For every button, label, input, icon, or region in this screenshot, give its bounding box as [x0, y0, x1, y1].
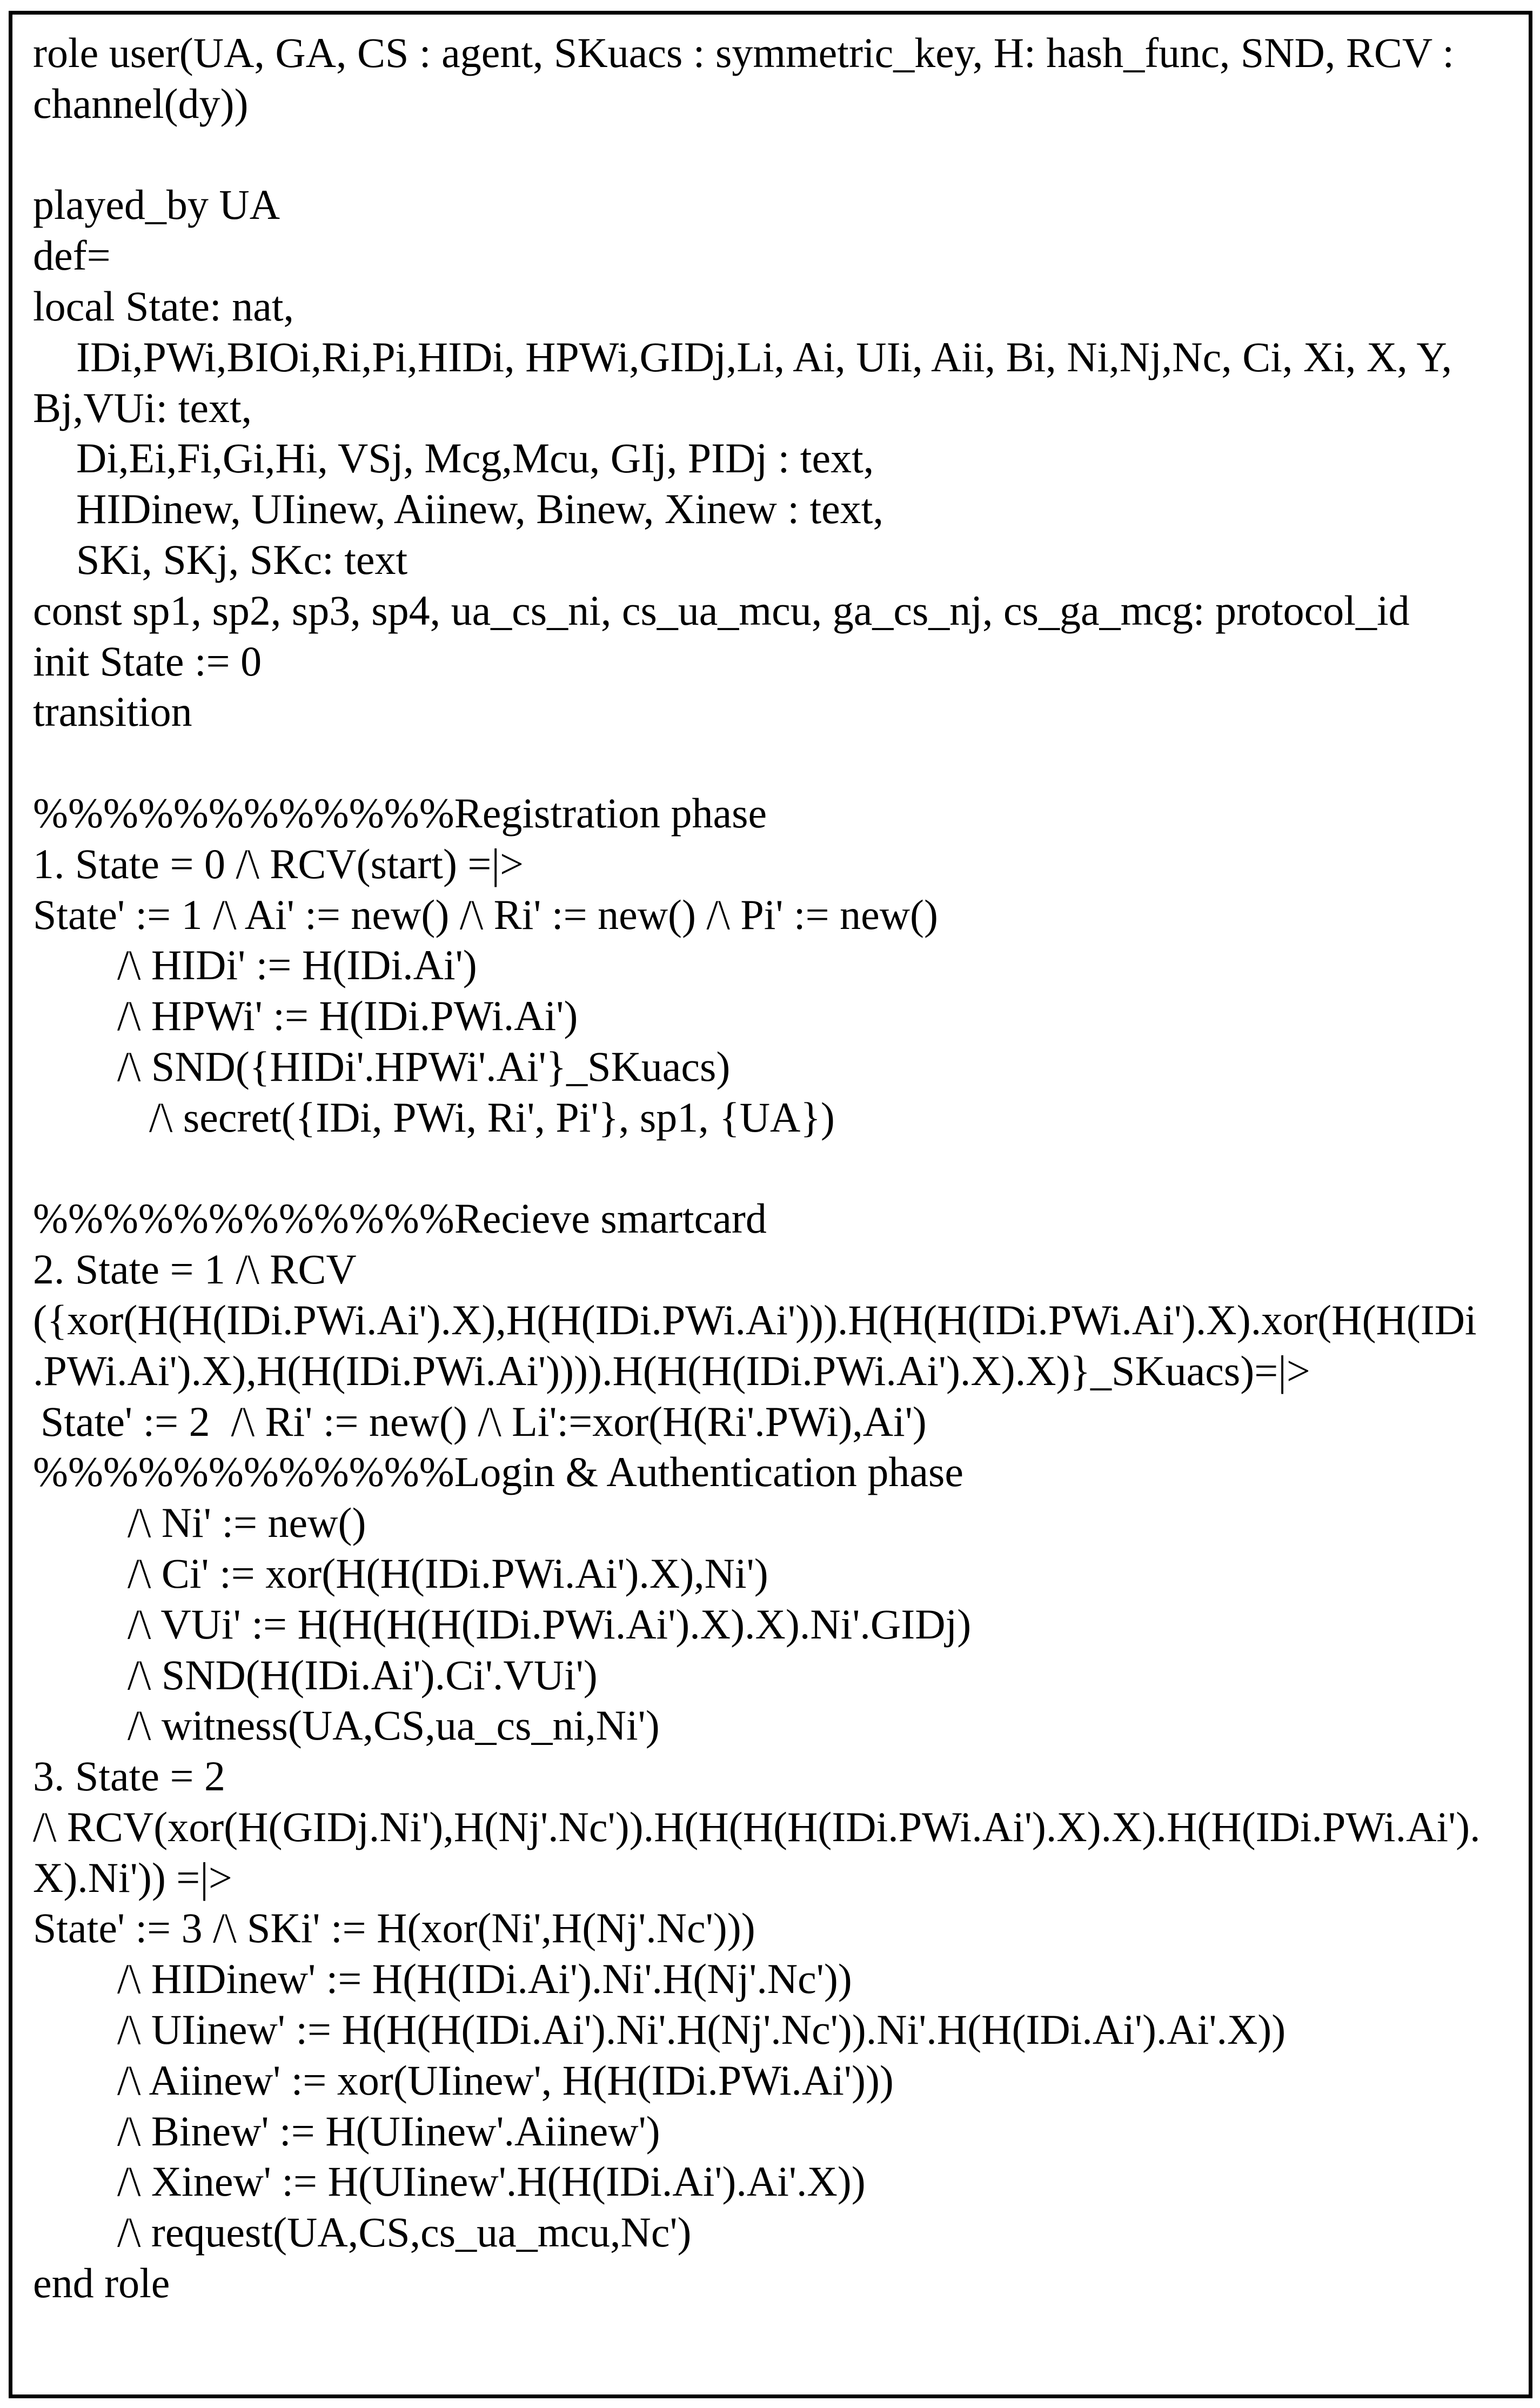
played-by-line: played_by UA — [33, 181, 280, 229]
login-line: /\ witness(UA,CS,ua_cs_ni,Ni') — [128, 1702, 660, 1749]
transition-keyword: transition — [33, 688, 192, 735]
local-vars-line-5: SKi, SKj, SKc: text — [76, 536, 408, 583]
registration-line: State' := 1 /\ Ai' := new() /\ Ri' := new() /\ Pi' := new() — [33, 891, 938, 938]
local-vars-line-3: Di,Ei,Fi,Gi,Hi, VSj, Mcg,Mcu, GIj, PIDj : text, — [76, 434, 874, 482]
state3-line: /\ UIinew' := H(H(H(IDi.Ai').Ni'.H(Nj'.Nc')).Ni'.H(H(IDi.Ai').Ai'.X)) — [117, 2006, 1286, 2054]
state3-line: /\ HIDinew' := H(H(IDi.Ai').Ni'.H(Nj'.Nc')) — [117, 1955, 852, 2003]
login-phase-comment: %%%%%%%%%%%%Login & Authentication phase — [33, 1448, 964, 1496]
blank-line — [33, 737, 1503, 788]
local-vars-line-4: HIDinew, UIinew, Aiinew, Binew, Xinew : text, — [76, 485, 883, 533]
local-vars-line-2: Bj,VUi: text, — [33, 384, 252, 431]
init-line: init State := 0 — [33, 637, 262, 685]
state3-line: /\ Binew' := H(UIinew'.Aiinew') — [117, 2107, 660, 2155]
state3-line: /\ request(UA,CS,cs_ua_mcu,Nc') — [117, 2209, 692, 2256]
blank-line — [33, 1143, 1503, 1194]
hlpsl-code-listing — [33, 28, 1503, 2309]
smartcard-phase-comment: %%%%%%%%%%%%Recieve smartcard — [33, 1195, 767, 1242]
registration-line: /\ secret({IDi, PWi, Ri', Pi'}, sp1, {UA}) — [149, 1093, 835, 1141]
login-line: /\ Ni' := new() — [128, 1499, 366, 1547]
smartcard-line: .PWi.Ai').X),H(H(IDi.PWi.Ai')))).H(H(H(IDi.PWi.Ai').X).X)}_SKuacs)=|> — [33, 1347, 1310, 1394]
state3-line: /\ Aiinew' := xor(UIinew', H(H(IDi.PWi.Ai'))) — [117, 2056, 894, 2104]
state3-line: /\ Xinew' := H(UIinew'.H(H(IDi.Ai').Ai'.X)) — [117, 2158, 866, 2205]
state3-line: State' := 3 /\ SKi' := H(xor(Ni',H(Nj'.Nc'))) — [33, 1904, 755, 1952]
state3-line: /\ RCV(xor(H(GIDj.Ni'),H(Nj'.Nc')).H(H(H(H(IDi.PWi.Ai').X).X).H(H(IDi.PWi.Ai'). — [33, 1803, 1481, 1850]
local-declaration: local State: nat, — [33, 282, 294, 330]
smartcard-line: ({xor(H(H(IDi.PWi.Ai').X),H(H(IDi.PWi.Ai'))).H(H(H(IDi.PWi.Ai').X).xor(H(H(IDi — [33, 1296, 1477, 1343]
role-declaration-line-1: role user(UA, GA, CS : agent, SKuacs : symmetric_key, H: hash_func, SND, RCV : — [33, 29, 1455, 76]
registration-line: /\ HIDi' := H(IDi.Ai') — [117, 941, 477, 989]
registration-line: /\ SND({HIDi'.HPWi'.Ai'}_SKuacs) — [117, 1042, 731, 1090]
registration-line: /\ HPWi' := H(IDi.PWi.Ai') — [117, 992, 578, 1040]
blank-line — [33, 129, 1503, 180]
state3-line: X).Ni')) =|> — [33, 1854, 232, 1901]
registration-line: 1. State = 0 /\ RCV(start) =|> — [33, 840, 524, 887]
smartcard-line: 2. State = 1 /\ RCV — [33, 1246, 357, 1293]
login-line: /\ Ci' := xor(H(H(IDi.PWi.Ai').X),Ni') — [128, 1549, 768, 1597]
state3-line: 3. State = 2 — [33, 1753, 225, 1800]
login-line: /\ VUi' := H(H(H(H(IDi.PWi.Ai').X).X).Ni'.GIDj) — [128, 1600, 972, 1648]
local-vars-line-1: IDi,PWi,BIOi,Ri,Pi,HIDi, HPWi,GIDj,Li, Ai, UIi, Aii, Bi, Ni,Nj,Nc, Ci, Xi, X, Y, — [76, 333, 1452, 380]
end-role-line: end role — [33, 2259, 170, 2307]
registration-phase-comment: %%%%%%%%%%%%Registration phase — [33, 789, 767, 837]
role-declaration-line-2: channel(dy)) — [33, 79, 249, 127]
smartcard-line: State' := 2 /\ Ri' := new() /\ Li':=xor(H(Ri'.PWi),Ai') — [41, 1397, 927, 1445]
def-line: def= — [33, 232, 111, 279]
login-line: /\ SND(H(IDi.Ai').Ci'.VUi') — [128, 1651, 598, 1698]
const-declaration: const sp1, sp2, sp3, sp4, ua_cs_ni, cs_ua_mcu, ga_cs_nj, cs_ga_mcg: protocol_id — [33, 586, 1410, 634]
